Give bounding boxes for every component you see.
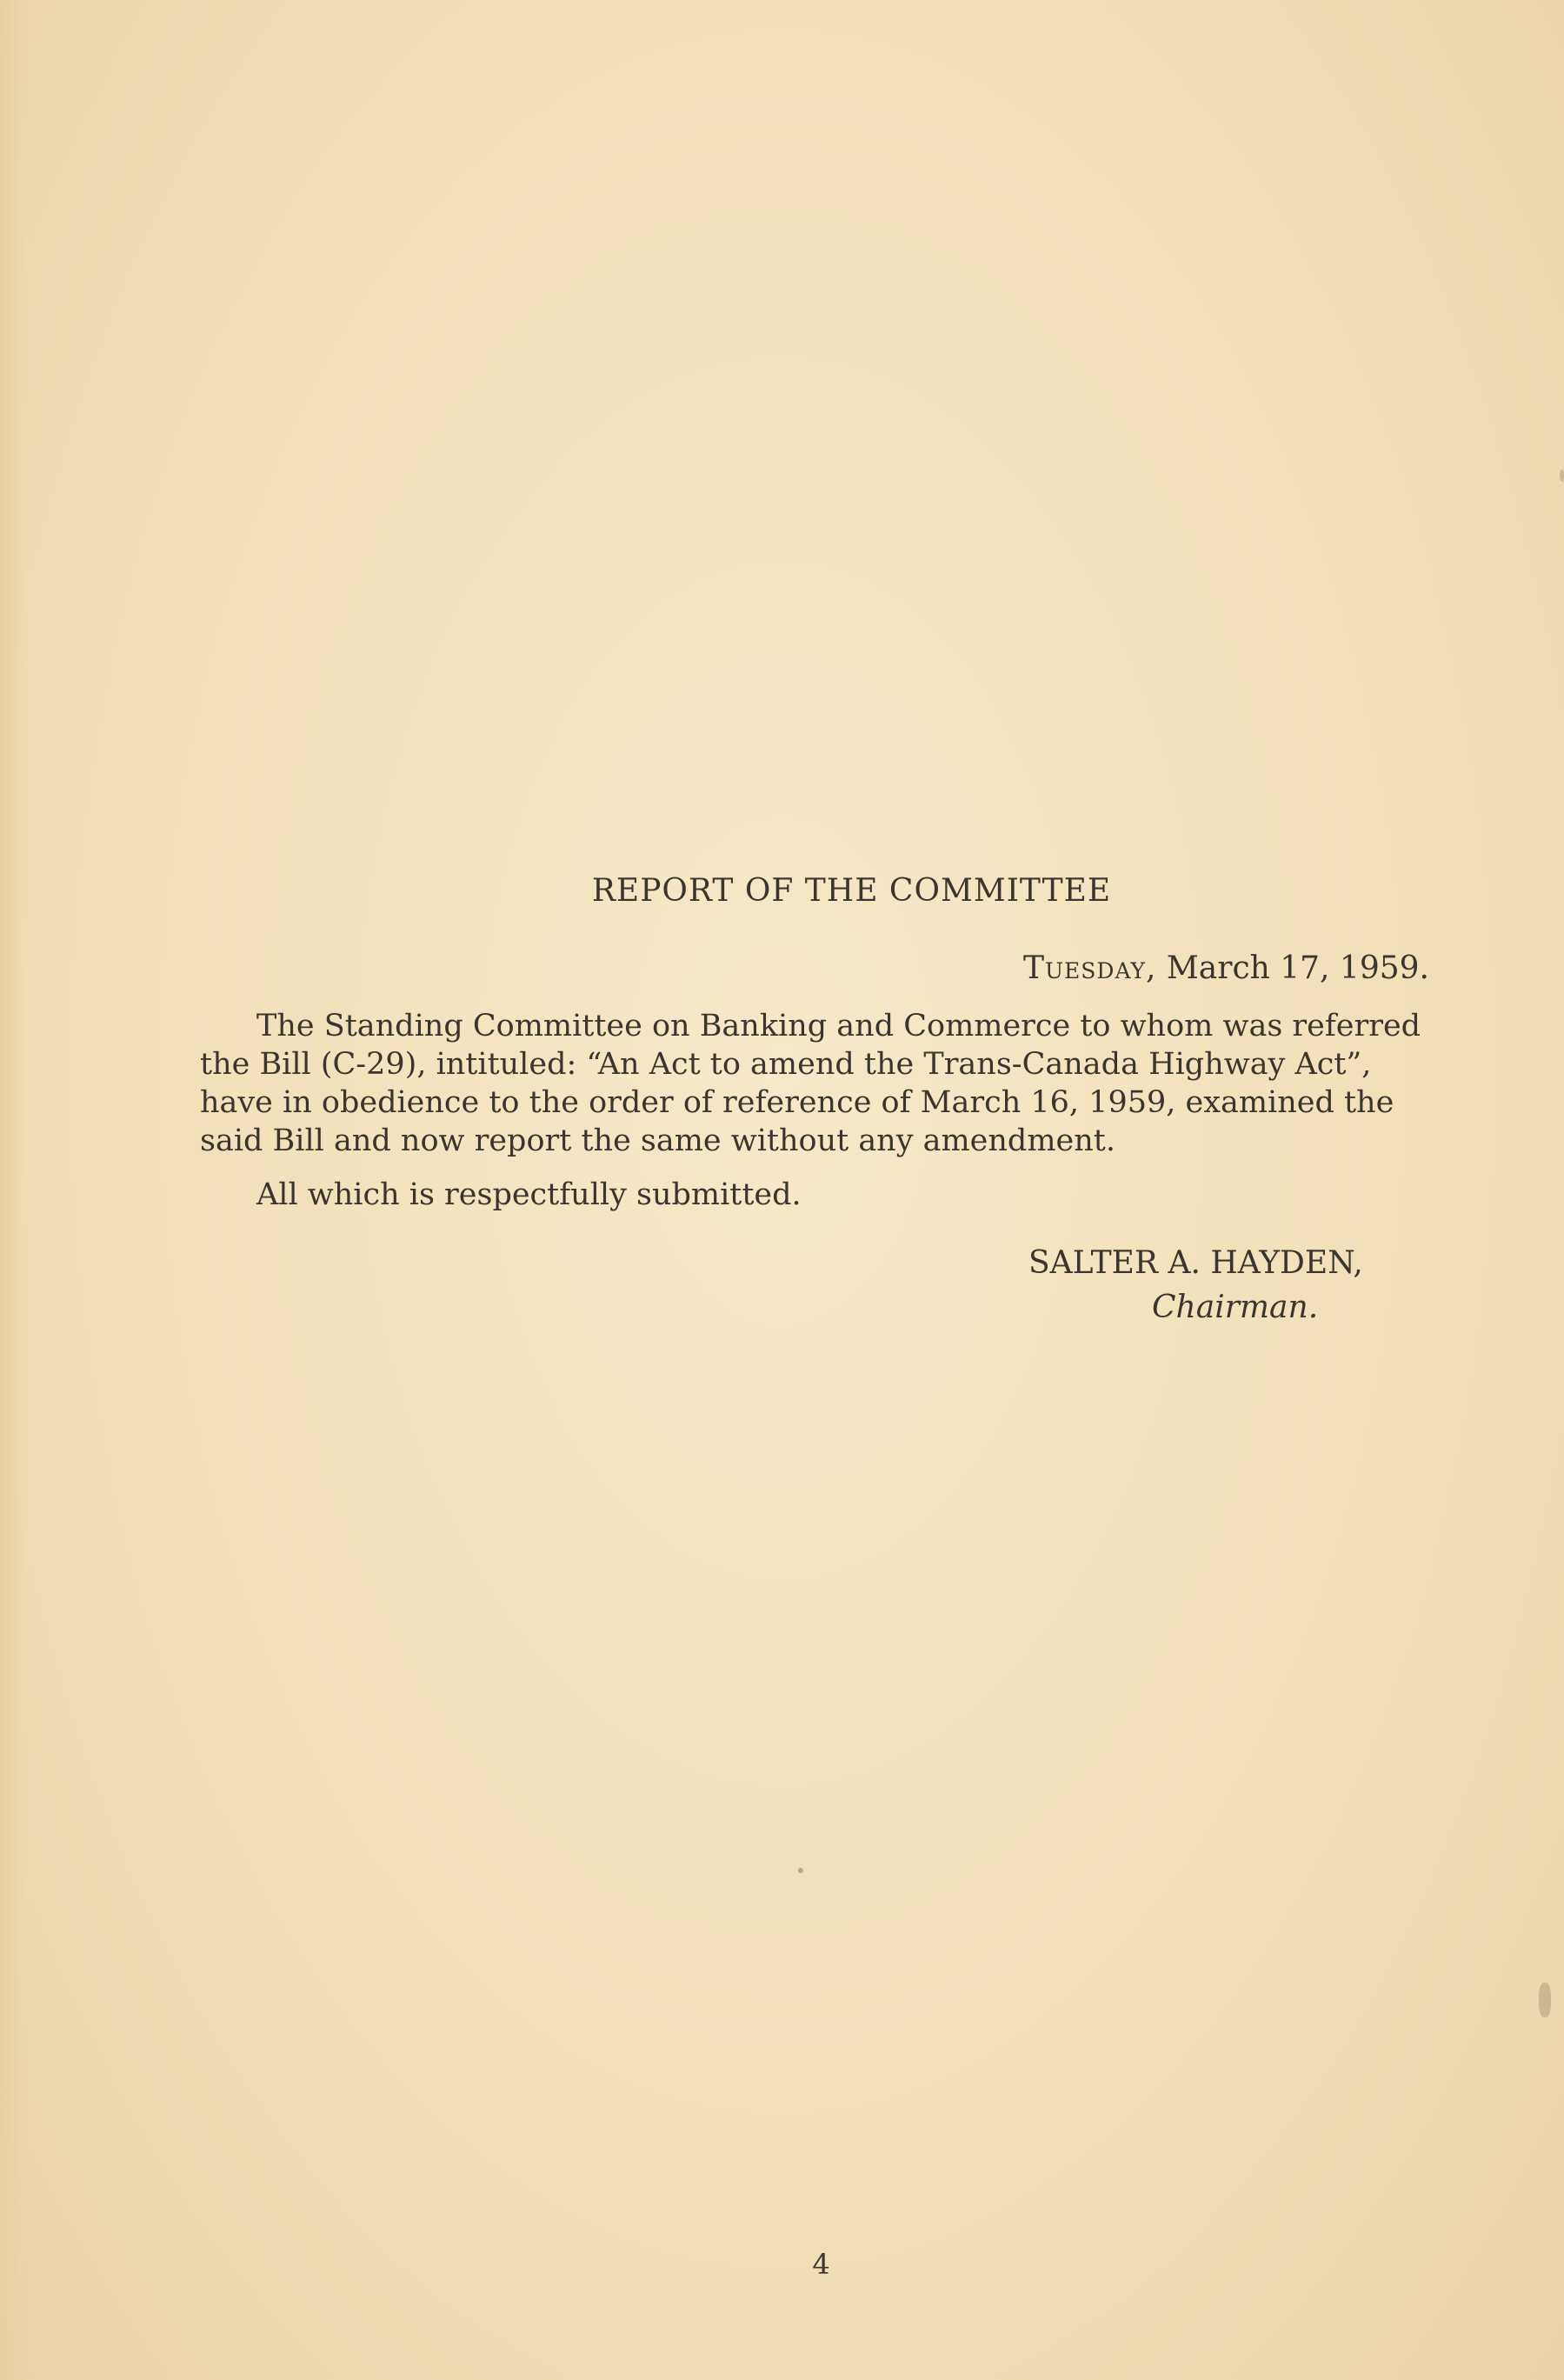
body-line: said Bill and now report the same without any amendment. <box>200 1123 1115 1158</box>
paper-speck <box>1539 1983 1551 2017</box>
signer-name: SALTER A. HAYDEN, <box>1028 1245 1363 1281</box>
closing-statement: All which is respectfully submitted. <box>256 1177 802 1212</box>
body-line: have in obedience to the order of reference of March 16, 1959, examined the <box>200 1085 1394 1120</box>
paper-speck <box>798 1868 803 1873</box>
report-date-rest: March 17, 1959. <box>1156 950 1429 986</box>
report-date <box>1023 950 1429 986</box>
report-body <box>200 1007 1495 1160</box>
paper-speck <box>1560 470 1564 482</box>
document-title: REPORT OF THE COMMITTEE <box>591 873 1112 909</box>
paper-edge-shadow <box>0 0 24 2380</box>
page-number: 4 <box>812 2248 830 2281</box>
body-line: the Bill (C-29), intituled: “An Act to amend the Trans-Canada Highway Act”, <box>200 1047 1372 1082</box>
body-line: The Standing Committee on Banking and Commerce to whom was referred <box>256 1009 1421 1043</box>
report-date-day: Tuesday, <box>1022 950 1157 986</box>
signer-title: Chairman. <box>1152 1290 1319 1325</box>
